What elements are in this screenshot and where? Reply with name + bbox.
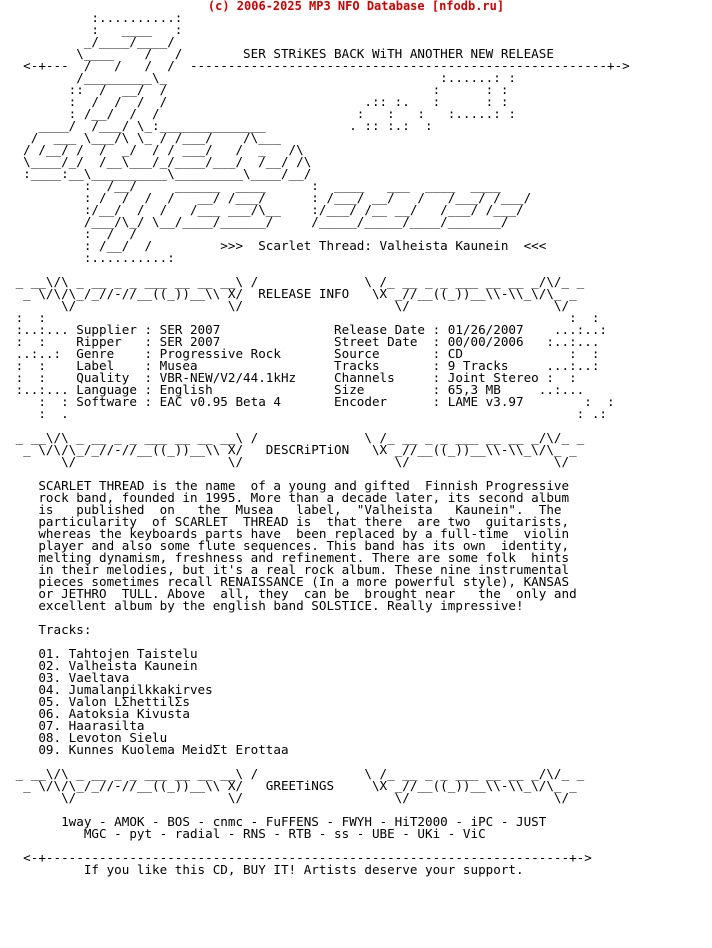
nfo-text: :..........: : ____ : _/____/____/ \____ / / SER STRiKES BACK WiTH ANOTHER NEW RELEASE <-+--- / / / / -------------------------------------------------------+-> /_________\_ :......: : :: / __/ / : : : : / / / / .:: :. : : : : /__/ / / : : : :.....: : ____/ /___/ \_:______________ . :: :.: : / ___ \___/\ \_ / /___/ /\___ / /__/ / / _/ / / ___/ / _ /\ \____/_/ /__\___/_/____/___/ /__/ /\ :____:__\__________\_________\____/__/ : /__/ ______ ____ : ____ ___ ____ ____ : / / / / __/ /___/ : /___/ __/ / /___/ /___/ :/__/ / / /___ ___/\__ :/___/ /__ __/ /___/ /___/ /___/\_/ \__/____/______/ /_____/_____/____/_______/ : / / : /__/ / >>> Scarlet Thread: Valheista Kaunein <<< :..........: _ __\/\ _ __ _ _ ___ __ __ __\ / \ /_ __ _ _ ___ __ __ _/\/_ _ _ \/\/\_/_//-//__((_))__\\ X/ RELEASE INFO \X _//__((_))__\\-\\_\/\_ _ \/ \/ \/ \/ : : : : :..:... Supplier : SER 2007 Release Date : 01/26/2007 ...:..: : : Ripper : SER 2007 Street Date : 00/00/2006 :..:... ..:..: Genre : Progressive Rock Source : CD : : : : Label : Musea Tracks : 9 Tracks ...:..: : : Quality : VBR-NEW/V2/44.1kHz Channels : Joint Stereo : : :..:... Language : English Size : 65,3 MB ..:... : : Software : EAC v0.95 Beta 4 Encoder : LAME v3.97 : : : . : .: _ __\/\ _ __ _ _ ___ __ __ __\ / \ /_ __ _ _ ___ __ __ _/\/_ _ _ \/\/\_/_//-//__((_))__\\ X/ DESCRiPTiON \X _//__((_))__\\-\\_\/\_ _ \/ \/ \/ \/ SCARLET THREAD is the name of a young and gifted Finnish Progressive rock band, founded in 1995. More than a decade later, its second album is published on the Musea label, "Valheista Kaunein". The particularity of SCARLET THREAD is that there are two guitarists, whereas the keyboards parts have been replaced by a full-time violin player and also some flute sequences. This band has its own identity, melting dynamism, freshness and refinement. There are some folk hints in their melodies, but it's a real rock album. These nine instrumental pieces sometimes recall RENAISSANCE (In a more powerful style), KANSAS or JETHRO TULL. Above all, they can be brought near the only and excellent album by the english band SOLSTICE. Really impressive! Tracks: 01. Tahtojen Taistelu 02. Valheista Kaunein 03. Vaeltava 04. Jumalanpilkkakirves 05. Valon LΣhettilΣs 06. Aatoksia Kivusta 07. Haarasilta 08. Levoton Sielu 09. Kunnes Kuolema MeidΣt Erottaa _ __\/\ _ __ _ _ ___ __ __ __\ / \ /_ __ _ _ ___ __ __ _/\/_ _ _ \/\/\_/_//-//__((_))__\\ X/ GREETiNGS \X _//__((_))__\\-\\_\/\_ _ \/ \/ \/ \/ 1way - AMOK - BOS - cnmc - FuFFENS - FWYH - HiT2000 - iPC - JUST MGC - pyt - radial - RNS - RTB - ss - UBE - UKi - ViC <-+---------------------------------------------------------------------+-> If you like this CD, BUY IT! Artists deserve your support. <box>15 10 630 877</box>
site-header: (c) 2006-2025 MP3 NFO Database [nfodb.ru] <box>207 0 505 13</box>
